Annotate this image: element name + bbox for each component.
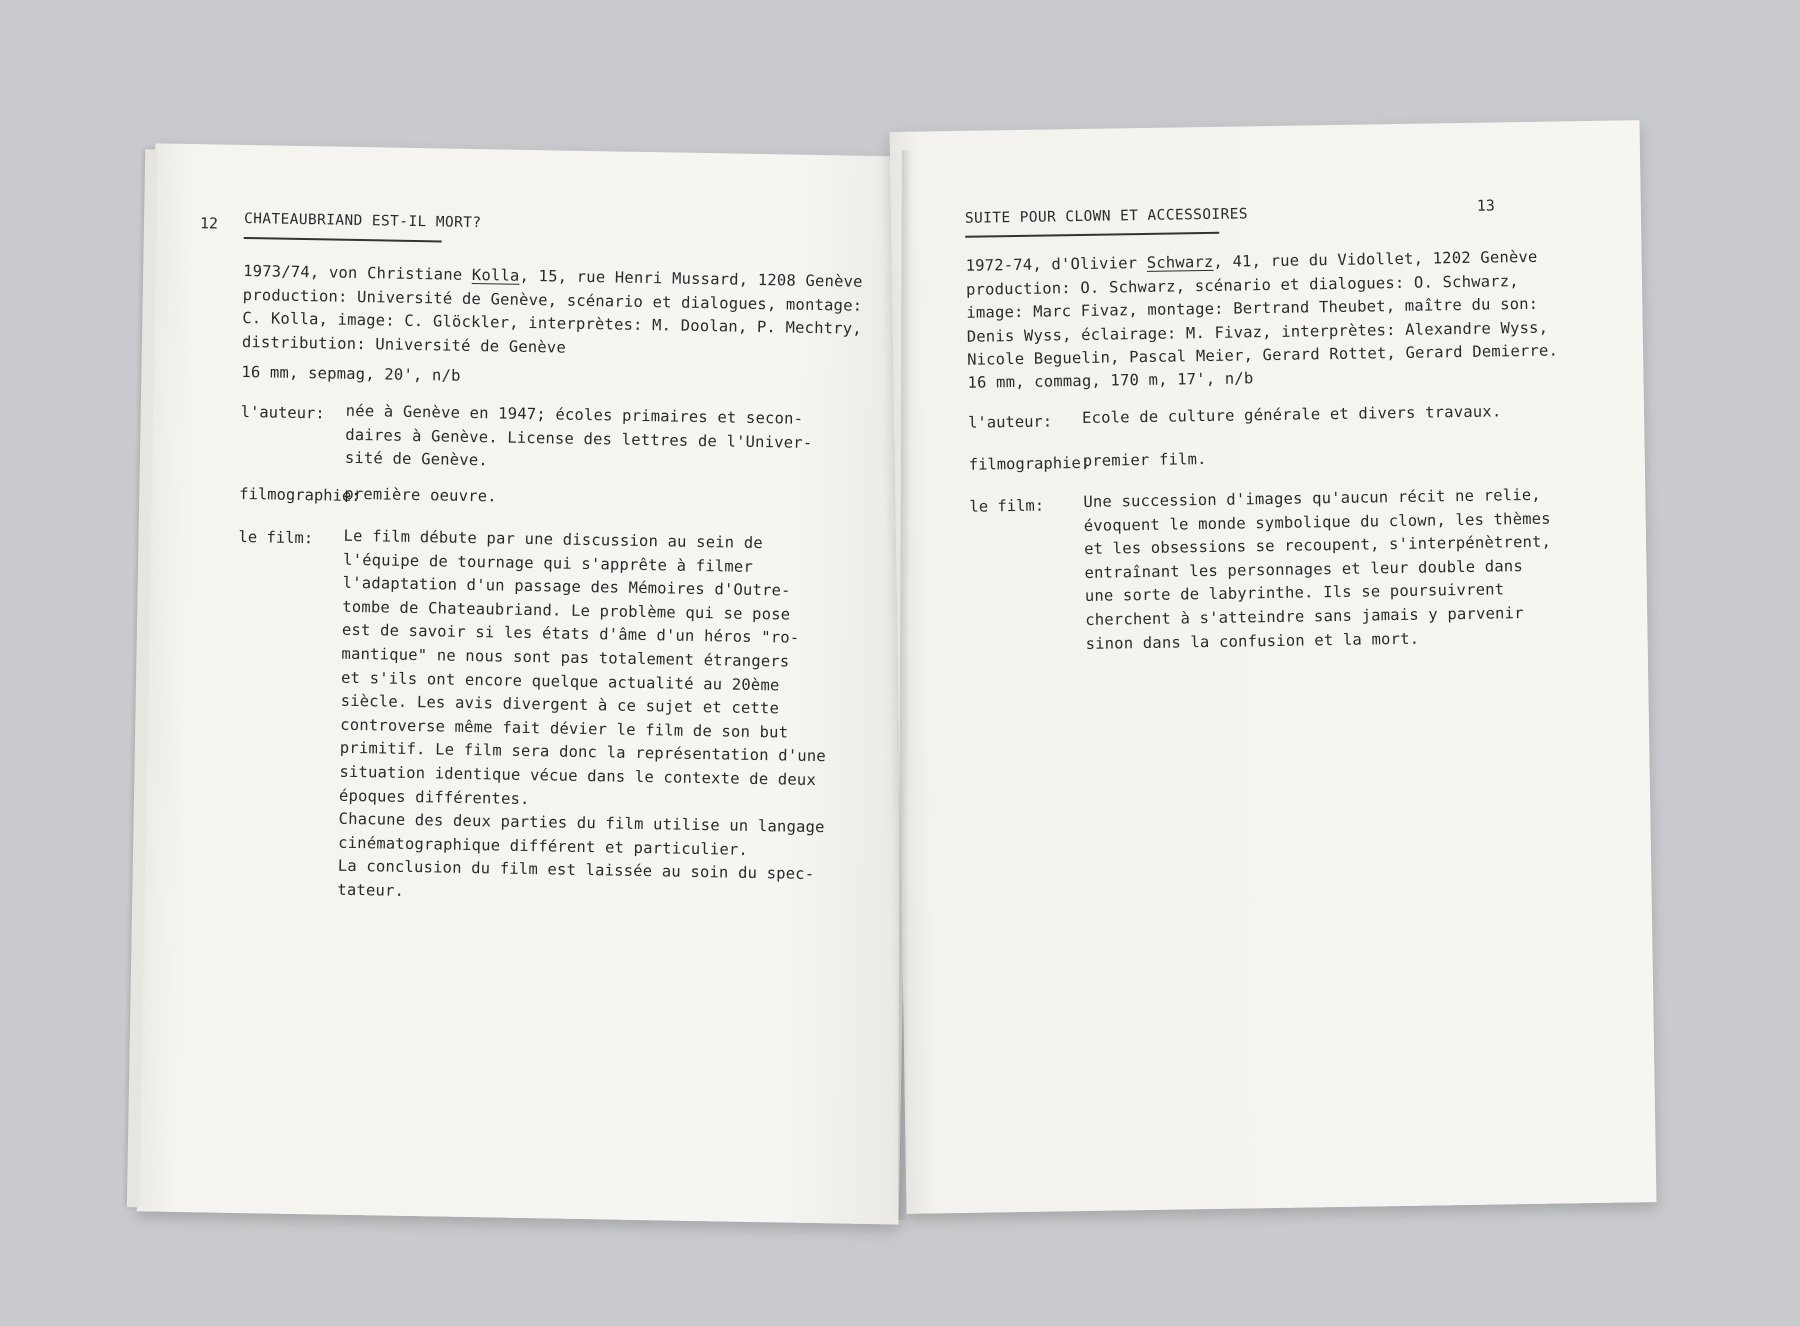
film-line: l'adaptation d'un passage des Mémoires d'Outre- — [342, 573, 791, 600]
auteur-line: Ecole de culture générale et divers travaux. — [1081, 402, 1502, 427]
format-line: 16 mm, commag, 170 m, 17', n/b — [967, 369, 1254, 392]
film-line: une sorte de labyrinthe. Ils se poursuivrent — [1084, 580, 1505, 606]
page-title: SUITE POUR CLOWN ET ACCESSOIRES — [964, 206, 1249, 227]
film-line: et s'ils ont encore quelque actualité au 20ème — [340, 668, 780, 694]
credits-text: , 15, rue Henri Mussard, 1208 Genève — [519, 266, 863, 291]
auteur-text — [345, 400, 813, 479]
auteur-text — [1082, 400, 1502, 430]
credits-text: Nicole Beguelin, Pascal Meier, Gerard Rottet, Gerard Demierre. — [967, 341, 1559, 370]
film-line: entraînant les personnages et leur double dans — [1084, 556, 1524, 582]
film-line: évoquent le monde symbolique du clown, les thèmes — [1083, 509, 1551, 535]
title-underline — [965, 232, 1219, 237]
credits-block — [242, 260, 863, 365]
film-line: tombe de Chateaubriand. Le problème qui se pose — [342, 597, 791, 624]
page-title: CHATEAUBRIAND EST-IL MORT? — [243, 210, 482, 232]
director-name: Kolla — [471, 265, 520, 285]
auteur-label: l'auteur: — [240, 402, 325, 423]
film-line: cinématographique différent et particulier. — [338, 833, 749, 859]
page-number: 12 — [199, 214, 219, 233]
filmographie-label: filmographie: — [239, 484, 361, 506]
film-line: tateur. — [337, 880, 405, 900]
film-line: est de savoir si les états d'âme d'un héros "ro- — [341, 621, 800, 648]
credits-block — [965, 245, 1558, 372]
filmographie-text: premier film. — [1082, 450, 1207, 470]
director-name: Schwarz — [1146, 252, 1214, 272]
film-line: siècle. Les avis divergent à ce sujet et cette — [340, 691, 780, 718]
auteur-line: sité de Genève. — [344, 448, 489, 470]
filmographie-label: filmographie: — [968, 453, 1091, 474]
film-line: cherchent à s'atteindre sans jamais y parvenir — [1085, 604, 1524, 629]
film-line: situation identique vécue dans le contexte de deux — [339, 762, 817, 789]
credits-text: distribution: Université de Genève — [241, 332, 567, 357]
film-line: primitif. Le film sera donc la représentation d'une — [339, 739, 827, 766]
filmographie-text: première oeuvre. — [344, 484, 497, 506]
format-line: 16 mm, sepmag, 20', n/b — [241, 362, 461, 385]
film-label: le film: — [238, 527, 314, 548]
auteur-line: née à Genève en 1947; écoles primaires et secon- — [345, 401, 804, 428]
auteur-label: l'auteur: — [967, 412, 1053, 432]
credits-text: C. Kolla, image: C. Glöckler, interprètes: M. Doolan, P. Mechtry, — [242, 309, 862, 338]
credits-text: Denis Wyss, éclairage: M. Fivaz, interprètes: Alexandre Wyss, — [966, 318, 1549, 346]
film-label: le film: — [969, 496, 1045, 516]
credits-text: image: Marc Fivaz, montage: Bertrand Theubet, maître du son: — [966, 294, 1539, 322]
credits-text: 1972-74, d'Olivier — [965, 253, 1147, 275]
credits-text: 1973/74, von Christiane — [243, 261, 473, 284]
film-line: et les obsessions se recoupent, s'interpénètrent, — [1083, 532, 1552, 559]
film-line: l'équipe de tournage qui s'apprête à filmer — [342, 550, 754, 576]
film-line: Une succession d'images qu'aucun récit ne relie, — [1083, 485, 1542, 511]
credits-text: , 41, rue du Vidollet, 1202 Genève — [1213, 247, 1538, 271]
film-line: mantique" ne nous sont pas totalement étrangers — [341, 644, 790, 671]
film-line: sinon dans la confusion et la mort. — [1085, 629, 1420, 653]
page-number: 13 — [1476, 196, 1495, 215]
film-line: Chacune des deux parties du film utilise un langage — [338, 809, 825, 837]
right-page — [890, 120, 1657, 1214]
film-line: La conclusion du film est laissée au soin du spec- — [337, 857, 815, 884]
left-page — [137, 143, 918, 1224]
film-line: Le film débute par une discussion au sein de — [343, 526, 764, 553]
film-description — [1083, 484, 1553, 656]
credits-text: production: O. Schwarz, scénario et dialogues: O. Schwarz, — [965, 271, 1519, 299]
film-line: époques différentes. — [338, 786, 530, 808]
credits-text: production: Université de Genève, scénario et dialogues, montage: — [242, 285, 863, 315]
auteur-line: daires à Genève. License des lettres de l'Univer- — [345, 425, 813, 452]
title-underline — [244, 237, 442, 242]
film-description — [337, 525, 830, 911]
film-line: controverse même fait dévier le film de son but — [340, 715, 789, 742]
